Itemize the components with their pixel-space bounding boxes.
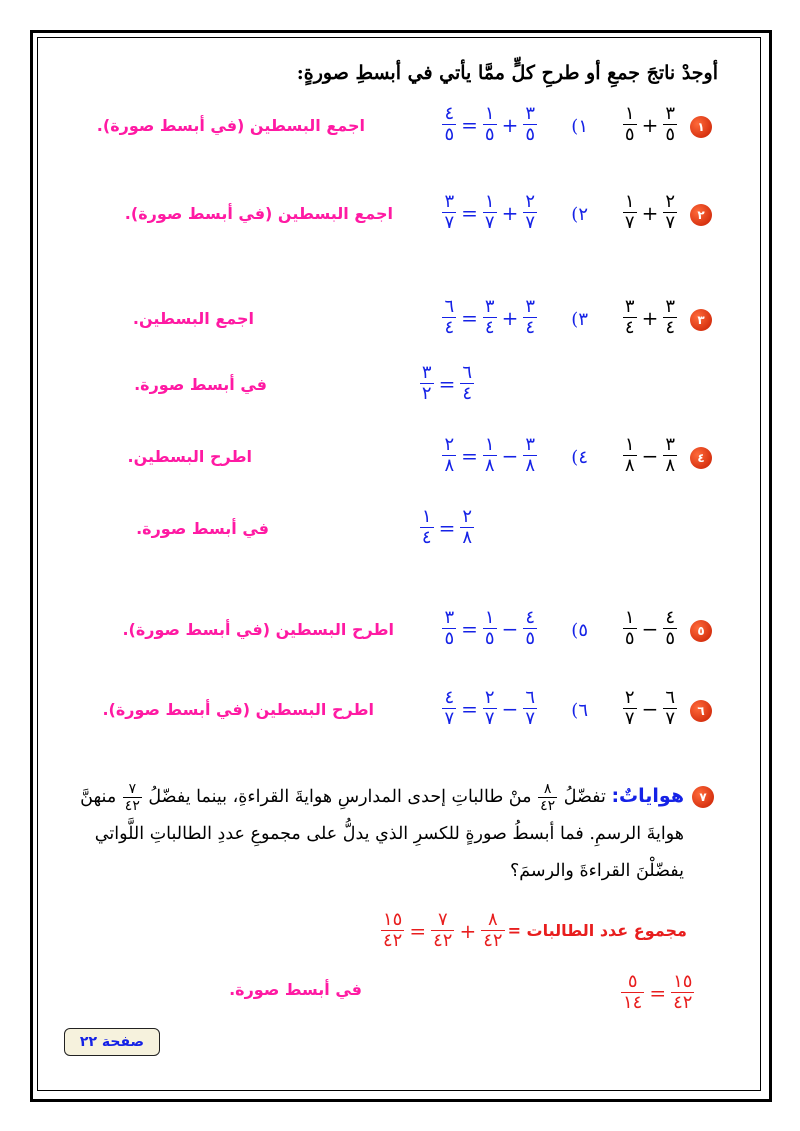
problem-term-1 (663, 298, 677, 337)
solution-term-2 (483, 609, 497, 648)
fraction-denominator: ٤٢ (540, 798, 556, 814)
exercise-3-simplify (419, 364, 475, 403)
problem-term-2 (623, 689, 637, 728)
fraction-numerator: ٦ (665, 687, 675, 708)
problem-7-simplify-equation (620, 973, 695, 1012)
fraction-numerator: ١ (484, 434, 495, 455)
fraction-denominator: ٥ (484, 124, 495, 145)
solution-term-2 (483, 105, 497, 144)
fraction-numerator: ٨ (543, 781, 552, 797)
exercise-1-badge (690, 116, 712, 138)
fraction-numerator: ٣ (624, 296, 635, 317)
operator-sign: + (641, 305, 659, 330)
fraction-denominator: ٥ (525, 628, 535, 649)
fraction-denominator: ٥ (444, 124, 455, 145)
exercise-5-badge (690, 620, 712, 642)
operator-sign: + (501, 200, 519, 225)
unsimplified-fraction (460, 508, 474, 547)
fraction-denominator: ١٤ (623, 992, 643, 1013)
problem-term-2 (623, 298, 637, 337)
problem-7-simplify-note: في أبسط صورة. (229, 980, 362, 999)
fraction-denominator: ٥ (525, 124, 535, 145)
instruction-text: أوجدْ ناتجَ جمعِ أو طرحِ كلٍّ ممَّا يأتي في أبسطِ صورةٍ: (296, 62, 718, 84)
result-fraction (442, 298, 456, 337)
fraction-numerator: ٥ (627, 971, 638, 992)
problem-7-text-2: منْ طالباتِ إحدى المدارسِ هوايةَ القراءةِ، بينما يفضّلُ (148, 787, 532, 807)
exercise-6-badge (690, 700, 712, 722)
fraction-numerator: ٣ (665, 434, 675, 455)
exercise-5-solution (441, 609, 538, 648)
unsimplified-fraction (460, 364, 474, 403)
problem-term-2 (623, 105, 637, 144)
exercise-6-solution (441, 689, 538, 728)
solution-term-2 (483, 689, 497, 728)
operator-sign: + (501, 305, 519, 330)
exercise-1-solution (441, 105, 538, 144)
fraction-denominator: ٤ (624, 317, 635, 338)
problem-7-number: ٧ (699, 790, 707, 804)
fraction-numerator: ١ (484, 607, 495, 628)
operator-sign: − (641, 696, 659, 721)
plus-sign: + (459, 918, 477, 943)
exercise-number: ٥ (697, 624, 705, 638)
operator-sign: + (641, 200, 659, 225)
problem-term-2 (623, 609, 637, 648)
fraction-numerator: ٣ (444, 607, 455, 628)
exercise-1-index: ١) (571, 116, 588, 137)
fraction-numerator: ٢ (484, 687, 495, 708)
solution-term-1 (523, 193, 537, 232)
problem-7-fraction-drawing (123, 782, 142, 813)
fraction-numerator: ٤ (444, 103, 455, 124)
fraction-numerator: ٨ (488, 909, 498, 930)
fraction-denominator: ٤٢ (483, 930, 503, 951)
fraction-denominator: ٨ (665, 455, 675, 476)
result-fraction (442, 193, 456, 232)
exercise-6-note: اطرح البسطين (في أبسط صورة). (102, 700, 374, 719)
solution-term-1 (523, 105, 537, 144)
solution-term-1 (523, 609, 537, 648)
fraction-denominator: ٥ (444, 628, 455, 649)
equals-sign: = (461, 443, 478, 468)
fraction-denominator: ٧ (444, 212, 455, 233)
solution-term-1 (523, 689, 537, 728)
result-fraction (442, 609, 456, 648)
problem-7-sum-equation (380, 911, 687, 950)
fraction-denominator: ٤ (462, 383, 472, 404)
fraction-denominator: ٧ (484, 708, 495, 729)
operator-sign: + (501, 112, 519, 137)
operator-sign: − (641, 616, 659, 641)
exercise-6-problem (622, 689, 678, 728)
fraction-denominator: ٥ (484, 628, 495, 649)
exercise-2-problem (622, 193, 678, 232)
exercise-4-simplify (419, 508, 475, 547)
exercise-3-problem (622, 298, 678, 337)
fraction-denominator: ٨ (484, 455, 495, 476)
operator-sign: − (501, 443, 519, 468)
fraction-numerator: ١ (624, 607, 635, 628)
exercise-1-note: اجمع البسطين (في أبسط صورة). (96, 116, 365, 135)
exercise-3-solution (441, 298, 538, 337)
fraction-numerator: ٣ (525, 103, 535, 124)
problem-7-fraction-reading (538, 782, 557, 813)
fraction-denominator: ٨ (462, 527, 472, 548)
fraction-numerator: ٣ (421, 362, 432, 383)
fraction-numerator: ١ (484, 191, 495, 212)
exercise-number: ٢ (697, 208, 705, 222)
fraction-numerator: ٣ (525, 434, 535, 455)
fraction-numerator: ٤ (444, 687, 455, 708)
solution-term-2 (483, 436, 497, 475)
exercise-2-solution (441, 193, 538, 232)
fraction-denominator: ٤ (525, 317, 535, 338)
fraction-denominator: ٧ (525, 708, 535, 729)
fraction-numerator: ٧ (437, 909, 448, 930)
fraction-numerator: ٢ (665, 191, 675, 212)
equals-sign: = (649, 980, 667, 1005)
fraction-numerator: ٢ (444, 434, 455, 455)
exercise-5-index: ٥) (571, 620, 588, 641)
fraction-numerator: ٣ (444, 191, 455, 212)
problem-7-title: هواياتٌ: (611, 785, 684, 807)
operator-sign: − (501, 616, 519, 641)
simplified-fraction (621, 973, 644, 1012)
exercise-4-problem (622, 436, 678, 475)
exercise-5-note: اطرح البسطين (في أبسط صورة). (122, 620, 394, 639)
operator-sign: − (641, 443, 659, 468)
operator-sign: − (501, 696, 519, 721)
exercise-3-index: ٣) (571, 309, 588, 330)
fraction-numerator: ١٥ (673, 971, 693, 992)
equals-sign: = (461, 200, 478, 225)
solution-term-2 (483, 193, 497, 232)
problem-term-1 (663, 436, 677, 475)
operator-sign: + (641, 112, 659, 137)
fraction-numerator: ٢ (462, 506, 472, 527)
equals-sign: = (461, 112, 478, 137)
solution-term-1 (523, 298, 537, 337)
problem-term-1 (663, 105, 677, 144)
fraction-denominator: ٥ (665, 124, 675, 145)
fraction-denominator: ٧ (624, 212, 635, 233)
fraction-denominator: ٨ (444, 455, 455, 476)
fraction-denominator: ٤ (421, 527, 432, 548)
exercise-4-note: اطرح البسطين. (127, 447, 252, 466)
fraction-numerator: ٢ (624, 687, 635, 708)
fraction-numerator: ٦ (525, 687, 535, 708)
equals-sign: = (409, 918, 427, 943)
fraction-numerator: ١ (484, 103, 495, 124)
fraction-denominator: ٨ (624, 455, 635, 476)
fraction-denominator: ٤٢ (383, 930, 403, 951)
fraction-denominator: ٤٢ (673, 992, 693, 1013)
fraction-denominator: ٢ (421, 383, 432, 404)
sum-term-1-fraction (481, 911, 504, 950)
fraction-numerator: ١٥ (383, 909, 403, 930)
exercise-4-index: ٤) (571, 447, 588, 468)
equals-sign: = (461, 616, 478, 641)
unsimplified-fraction (671, 973, 694, 1012)
exercise-2-badge (690, 204, 712, 226)
exercise-3-note: اجمع البسطين. (132, 309, 254, 328)
fraction-denominator: ٤ (665, 317, 675, 338)
fraction-denominator: ٤ (444, 317, 455, 338)
exercise-4-simplify-note: في أبسط صورة. (136, 519, 269, 538)
fraction-numerator: ٤ (525, 607, 535, 628)
sum-result-fraction (381, 911, 404, 950)
solution-term-1 (523, 436, 537, 475)
exercise-number: ٣ (697, 313, 705, 327)
problem-term-1 (663, 193, 677, 232)
fraction-numerator: ٦ (444, 296, 455, 317)
fraction-numerator: ٣ (484, 296, 495, 317)
exercise-5-problem (622, 609, 678, 648)
exercise-number: ٤ (697, 451, 705, 465)
fraction-numerator: ٣ (525, 296, 535, 317)
fraction-denominator: ٥ (624, 124, 635, 145)
fraction-numerator: ٣ (665, 296, 675, 317)
problem-term-2 (623, 193, 637, 232)
exercise-3-badge (690, 309, 712, 331)
problem-7-text (76, 778, 716, 890)
exercise-4-solution (441, 436, 538, 475)
fraction-numerator: ١ (624, 434, 635, 455)
exercise-1-problem (622, 105, 678, 144)
fraction-denominator: ٧ (444, 708, 455, 729)
exercise-6-index: ٦) (571, 700, 588, 721)
exercise-2-index: ٢) (571, 204, 588, 225)
exercise-number: ٦ (697, 704, 705, 718)
equals-sign: = (438, 515, 456, 540)
fraction-denominator: ٤٢ (433, 930, 453, 951)
result-fraction (442, 105, 456, 144)
fraction-denominator: ٧ (484, 212, 495, 233)
fraction-denominator: ٤ (484, 317, 495, 338)
fraction-numerator: ١ (421, 506, 432, 527)
fraction-numerator: ٧ (128, 781, 137, 797)
fraction-denominator: ٥ (624, 628, 635, 649)
solution-term-2 (483, 298, 497, 337)
simplified-fraction (420, 508, 434, 547)
fraction-denominator: ٧ (665, 708, 675, 729)
sum-term-2-fraction (431, 911, 454, 950)
exercise-2-note: اجمع البسطين (في أبسط صورة). (124, 204, 393, 223)
fraction-denominator: ٧ (525, 212, 535, 233)
fraction-denominator: ٥ (665, 628, 675, 649)
fraction-numerator: ٦ (462, 362, 472, 383)
fraction-denominator: ٧ (665, 212, 675, 233)
exercise-3-simplify-note: في أبسط صورة. (134, 375, 267, 394)
exercise-number: ١ (697, 120, 705, 134)
fraction-denominator: ٧ (624, 708, 635, 729)
fraction-numerator: ١ (624, 103, 635, 124)
sum-label: مجموع عدد الطالبات = (507, 921, 687, 940)
equals-sign: = (461, 305, 478, 330)
fraction-denominator: ٨ (525, 455, 535, 476)
fraction-numerator: ١ (624, 191, 635, 212)
result-fraction (442, 689, 456, 728)
fraction-denominator: ٤٢ (124, 798, 140, 814)
problem-term-1 (663, 609, 677, 648)
fraction-numerator: ٣ (665, 103, 675, 124)
equals-sign: = (438, 371, 456, 396)
equals-sign: = (461, 696, 478, 721)
fraction-numerator: ٤ (665, 607, 675, 628)
problem-term-2 (623, 436, 637, 475)
simplified-fraction (420, 364, 434, 403)
page-number-box: صفحة ٢٢ (64, 1028, 160, 1056)
problem-term-1 (663, 689, 677, 728)
result-fraction (442, 436, 456, 475)
problem-7-text-1: تفضّلُ (563, 787, 606, 807)
problem-7-text-3: منهنَّ هوايةَ الرسمِ. فما أبسطُ صورةٍ للكسرِ الذي يدلُّ على مجموعِ عددِ الطالباتِ اللَّواتي يفضّلْنَ القراءةَ والرسمَ؟ (80, 787, 684, 881)
exercise-4-badge (690, 447, 712, 469)
fraction-numerator: ٢ (525, 191, 535, 212)
